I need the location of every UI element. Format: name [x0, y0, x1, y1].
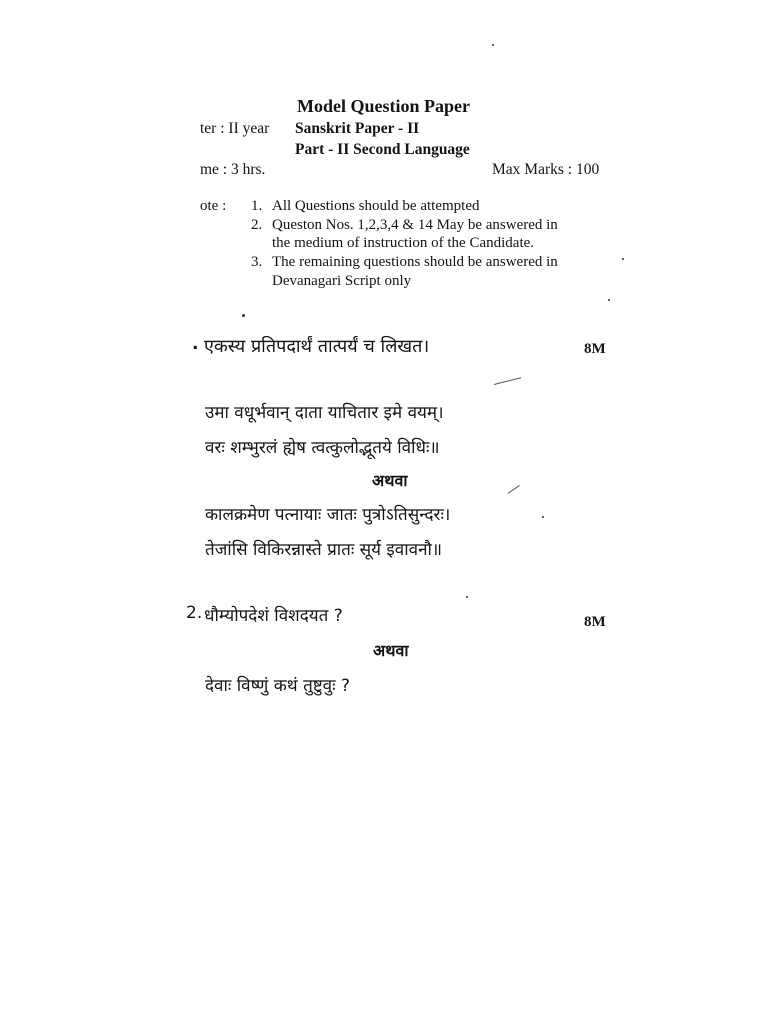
or-divider: अथवा — [372, 471, 408, 490]
scan-stroke — [508, 485, 520, 494]
scan-speck — [466, 596, 468, 598]
question-2-prefix: 2. — [186, 603, 203, 623]
question-2-text: धौम्योपदेशं विशदयत ? — [204, 606, 343, 626]
scan-speck — [492, 44, 494, 46]
note-item-number: 3. — [251, 254, 263, 270]
time-label: me : 3 hrs. — [200, 161, 266, 178]
scan-speck — [622, 258, 624, 260]
paper-name: Sanskrit Paper - II — [295, 120, 420, 137]
semester-label: ter : II year — [200, 120, 270, 137]
verse-2-line-2: तेजांसि विकिरन्नास्ते प्रातः सूर्य इवावनौ॥ — [205, 540, 443, 560]
scan-speck — [608, 299, 610, 301]
scan-stroke — [494, 377, 521, 385]
scan-speck — [542, 516, 544, 518]
max-marks-label: Max Marks : 100 — [492, 161, 600, 178]
note-item-number: 2. — [251, 217, 263, 233]
verse-1-line-2: वरः शम्भुरलं ह्येष त्वत्कुलोद्भूतये विधिः॥ — [205, 438, 440, 458]
question-1-instruction: एकस्य प्रतिपदार्थं तात्पर्यं च लिखत। — [204, 336, 430, 357]
note-item-text-continued: Devanagari Script only — [272, 273, 412, 289]
note-item-text: The remaining questions should be answered in — [272, 254, 558, 270]
note-item-number: 1. — [251, 198, 263, 214]
or-divider: अथवा — [373, 641, 409, 660]
question-2-marks: 8M — [584, 614, 606, 630]
scan-speck — [242, 314, 245, 317]
note-label: ote : — [200, 198, 227, 214]
note-item-text: Queston Nos. 1,2,3,4 & 14 May be answered in — [272, 217, 558, 233]
note-item-text-continued: the medium of instruction of the Candidate. — [272, 235, 535, 251]
verse-2-line-1: कालक्रमेण पत्नायाः जातः पुत्रोऽतिसुन्दरः। — [205, 505, 451, 525]
note-item-text: All Questions should be attempted — [272, 198, 480, 214]
verse-1-line-1: उमा वधूर्भवान् दाता याचितार इमे वयम्। — [205, 403, 444, 423]
paper-title: Model Question Paper — [297, 96, 470, 116]
part-label: Part - II Second Language — [295, 141, 470, 158]
question-2-alternative: देवाः विष्णुं कथं तुष्टुवुः ? — [205, 676, 350, 696]
question-1-prefix: . — [192, 334, 199, 354]
question-1-marks: 8M — [584, 341, 606, 357]
